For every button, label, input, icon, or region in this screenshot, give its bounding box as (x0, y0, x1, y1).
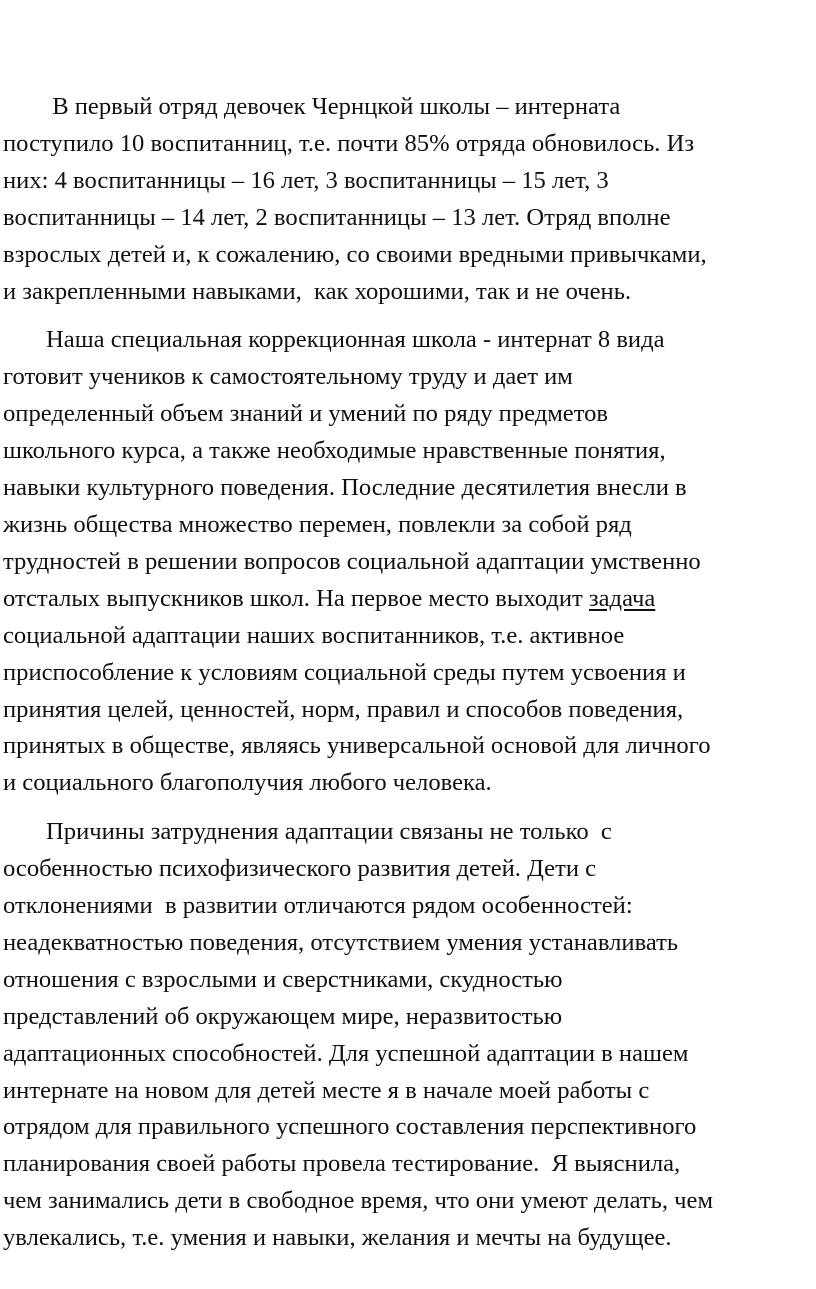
text-line: отклонениями в развитии отличаются рядом особенностей: (3, 892, 633, 920)
text-line: В первый отряд девочек Чернцкой школы – интерната (3, 93, 621, 120)
text-line: навыки культурного поведения. Последние десятилетия внесли в (3, 474, 687, 502)
paragraph-spacing (3, 802, 811, 814)
text-line: трудностей в решении вопросов социальной адаптации умственно (3, 547, 701, 575)
text-line: и социального благополучия любого человека. (3, 769, 492, 797)
text-line: приспособление к условиям социальной среды путем усвоения и (3, 658, 686, 686)
text-line: социальной адаптации наших воспитанников, т.е. активное (3, 621, 625, 649)
text-line: особенностью психофизического развития детей. Дети с (3, 855, 597, 883)
text-line: воспитанницы – 14 лет, 2 воспитанницы – 13 лет. Отряд вполне (3, 203, 671, 231)
text-line: адаптационных способностей. Для успешной адаптации в нашем (3, 1039, 689, 1067)
paragraph-2 (3, 322, 811, 802)
text-line: отношения с взрослыми и сверстниками, скудностью (3, 965, 563, 993)
document-body (3, 89, 811, 1257)
text-line: школьного курса, а также необходимые нравственные понятия, (3, 437, 666, 465)
text-line: поступило 10 воспитанниц, т.е. почти 85% отряда обновилось. Из (3, 129, 695, 157)
text-line: жизнь общества множество перемен, повлекли за собой ряд (3, 510, 632, 538)
paragraph-spacing (3, 310, 811, 322)
text-segment: отсталых выпускников школ. На первое место выходит (3, 584, 589, 612)
text-line: готовит учеников к самостоятельному труду и дает им (3, 363, 573, 391)
text-line: увлекались, т.е. умения и навыки, желания и мечты на будущее. (3, 1224, 672, 1252)
text-line: неадекватностью поведения, отсутствием умения устанавливать (3, 928, 679, 956)
text-line: отрядом для правильного успешного составления перспективного (3, 1113, 697, 1141)
paragraph-1 (3, 89, 811, 310)
text-line: и закрепленными навыками, как хорошими, так и не очень. (3, 277, 632, 305)
text-line: интернате на новом для детей месте я в начале моей работы с (3, 1076, 650, 1104)
text-line: планирования своей работы провела тестирование. Я выяснила, (3, 1150, 681, 1178)
text-line: чем занимались дети в свободное время, что они умеют делать, чем (3, 1187, 714, 1215)
text-line: взрослых детей и, к сожалению, со своими вредными привычками, (3, 240, 707, 268)
text-line: Наша специальная коррекционная школа - интернат 8 вида (3, 326, 665, 354)
text-line: Причины затруднения адаптации связаны не только с (3, 818, 612, 846)
paragraph-3 (3, 814, 811, 1257)
text-line: них: 4 воспитанницы – 16 лет, 3 воспитанницы – 15 лет, 3 (3, 166, 609, 194)
underlined-word: задача (588, 584, 656, 612)
text-line-with-underline (3, 581, 811, 618)
text-line: определенный объем знаний и умений по ряду предметов (3, 400, 609, 428)
text-line: принятия целей, ценностей, норм, правил и способов поведения, (3, 695, 684, 723)
text-line: принятых в обществе, являясь универсальной основой для личного (3, 732, 711, 760)
text-line: представлений об окружающем мире, неразвитостью (3, 1002, 563, 1030)
